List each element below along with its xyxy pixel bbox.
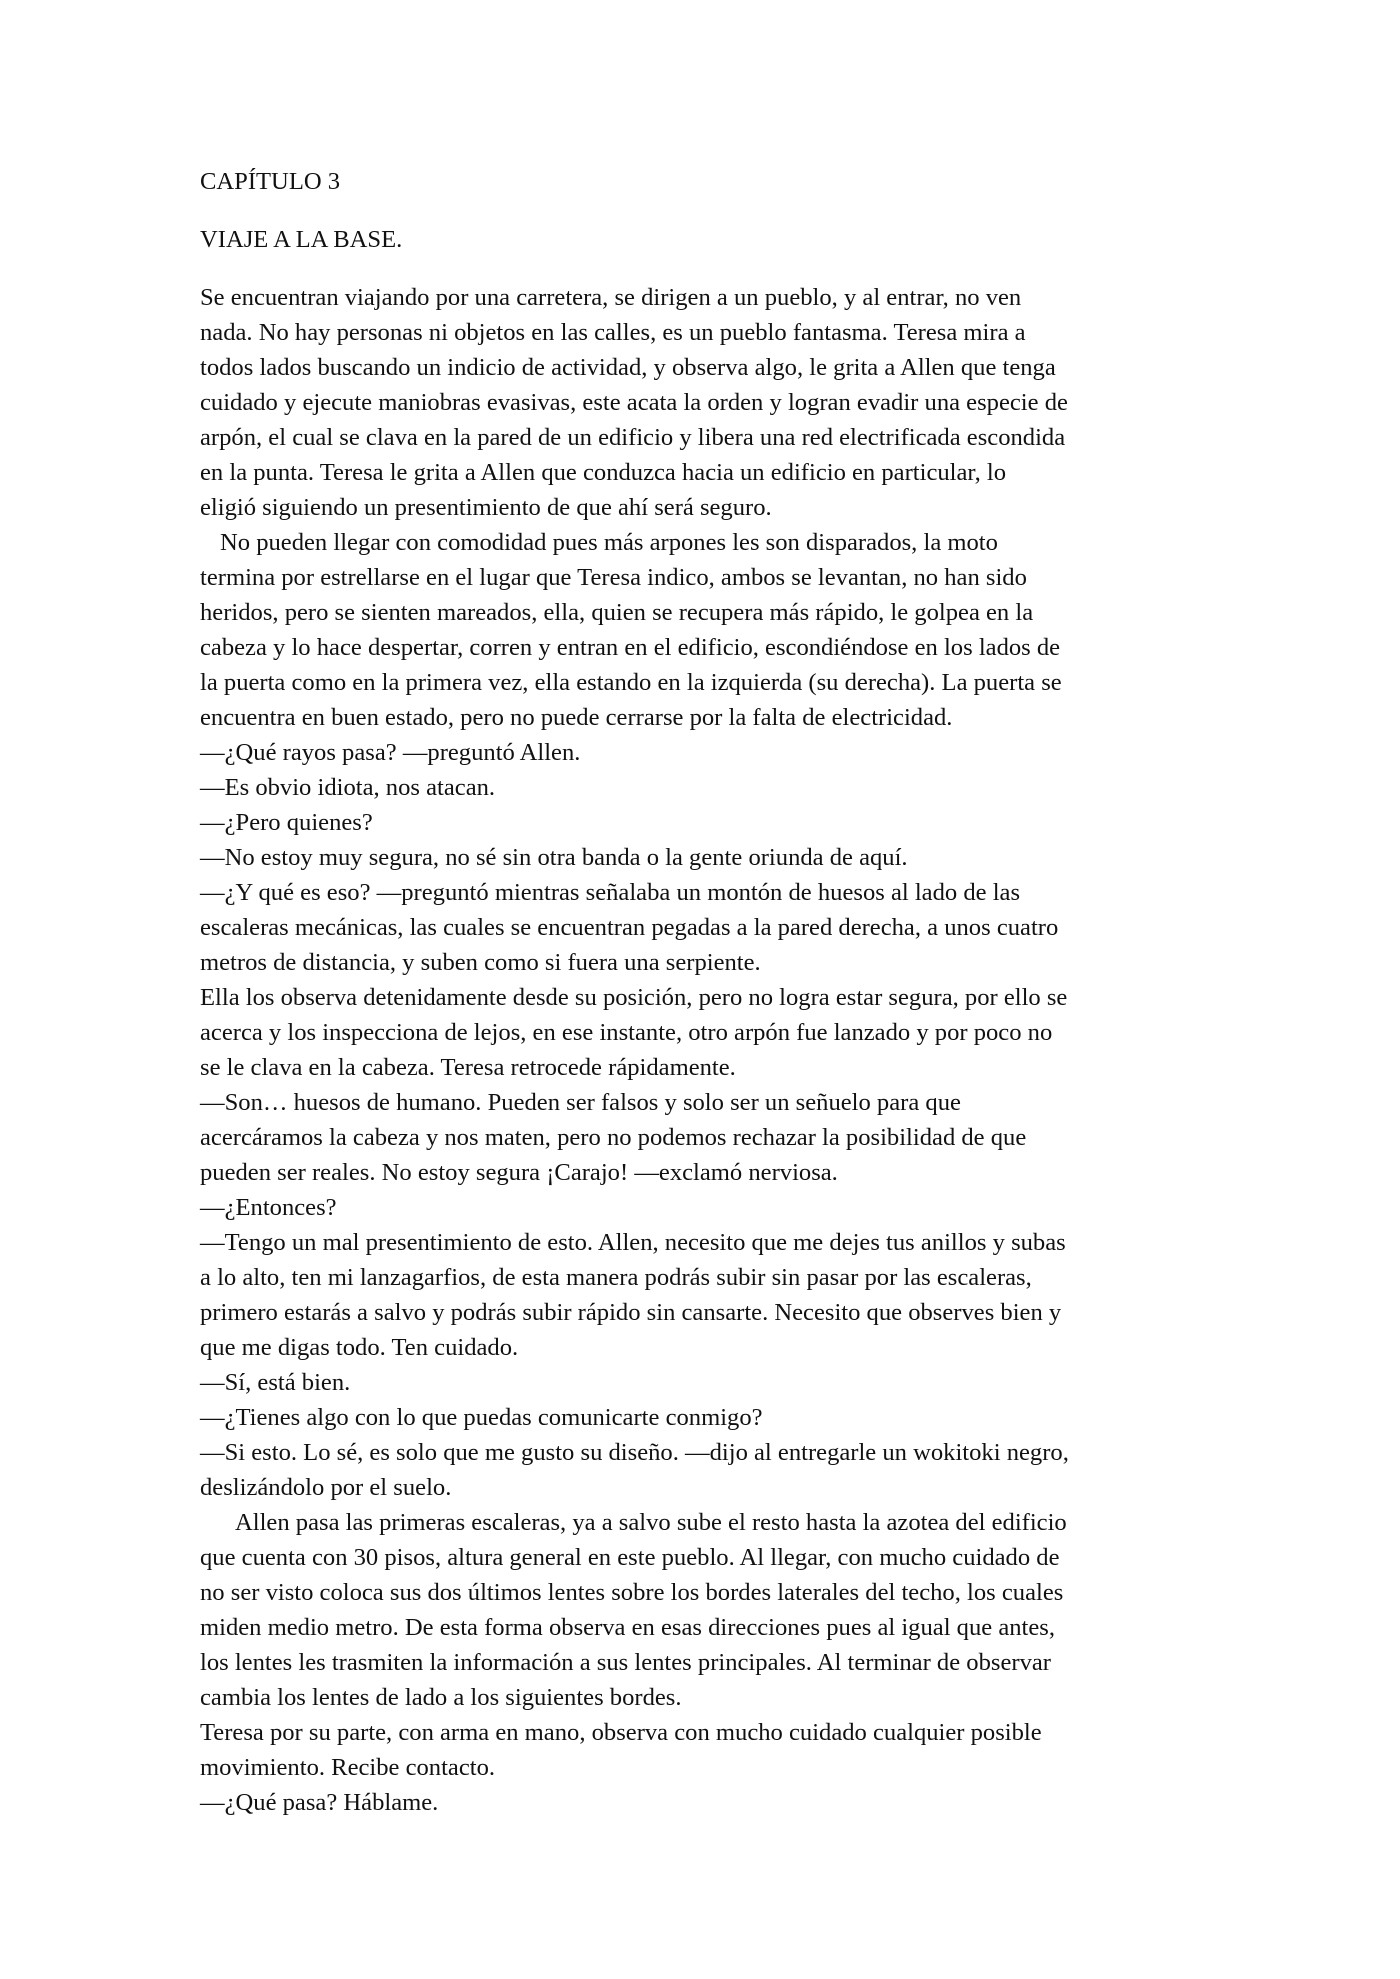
- text-line: —No estoy muy segura, no sé sin otra banda o la gente oriunda de aquí.: [200, 844, 908, 871]
- text-line: —¿Y qué es eso? —preguntó mientras señalaba un montón de huesos al lado de las: [200, 879, 1021, 906]
- paragraph: [200, 805, 1210, 840]
- paragraph: [200, 525, 1210, 735]
- text-line: pueden ser reales. No estoy segura ¡Carajo! —exclamó nerviosa.: [200, 1159, 838, 1186]
- paragraph: [200, 770, 1210, 805]
- text-line: la puerta como en la primera vez, ella estando en la izquierda (su derecha). La puerta se: [200, 669, 1062, 696]
- paragraph: [200, 735, 1210, 770]
- text-line: se le clava en la cabeza. Teresa retrocede rápidamente.: [200, 1054, 736, 1081]
- paragraph: [200, 280, 1210, 525]
- paragraph: [200, 1365, 1210, 1400]
- text-line: primero estarás a salvo y podrás subir rápido sin cansarte. Necesito que observes bien y: [200, 1299, 1062, 1326]
- paragraph: [200, 1225, 1210, 1365]
- paragraph: [200, 1435, 1210, 1505]
- text-line: arpón, el cual se clava en la pared de un edificio y libera una red electrificada escondida: [200, 424, 1066, 451]
- chapter-subtitle: VIAJE A LA BASE.: [200, 226, 403, 253]
- text-line: eligió siguiendo un presentimiento de que ahí será seguro.: [200, 494, 772, 521]
- text-line: —¿Qué pasa? Háblame.: [200, 1789, 439, 1816]
- text-line: nada. No hay personas ni objetos en las calles, es un pueblo fantasma. Teresa mira a: [200, 319, 1026, 346]
- text-line: —¿Entonces?: [200, 1194, 337, 1221]
- text-line: no ser visto coloca sus dos últimos lentes sobre los bordes laterales del techo, los cuales: [200, 1579, 1064, 1606]
- text-line: cambia los lentes de lado a los siguientes bordes.: [200, 1684, 682, 1711]
- text-line: en la punta. Teresa le grita a Allen que conduzca hacia un edificio en particular, lo: [200, 459, 1007, 486]
- text-line: que cuenta con 30 pisos, altura general en este pueblo. Al llegar, con mucho cuidado de: [200, 1544, 1060, 1571]
- text-line: cabeza y lo hace despertar, corren y entran en el edificio, escondiéndose en los lados de: [200, 634, 1061, 661]
- text-line: a lo alto, ten mi lanzagarfios, de esta manera podrás subir sin pasar por las escaleras,: [200, 1264, 1032, 1291]
- text-line: —Si esto. Lo sé, es solo que me gusto su diseño. —dijo al entregarle un wokitoki negro,: [200, 1439, 1069, 1466]
- text-line: todos lados buscando un indicio de actividad, y observa algo, le grita a Allen que tenga: [200, 354, 1056, 381]
- document-page: [200, 164, 1210, 1820]
- text-line: acerca y los inspecciona de lejos, en ese instante, otro arpón fue lanzado y por poco no: [200, 1019, 1053, 1046]
- text-line: termina por estrellarse en el lugar que Teresa indico, ambos se levantan, no han sido: [200, 564, 1027, 591]
- paragraph: [200, 875, 1210, 980]
- text-line: —¿Pero quienes?: [200, 809, 373, 836]
- text-line: movimiento. Recibe contacto.: [200, 1754, 496, 1781]
- text-line: heridos, pero se sienten mareados, ella, quien se recupera más rápido, le golpea en la: [200, 599, 1034, 626]
- document-body: [200, 280, 1210, 1820]
- paragraph: [200, 980, 1210, 1085]
- paragraph: [200, 840, 1210, 875]
- text-line: deslizándolo por el suelo.: [200, 1474, 452, 1501]
- paragraph: [200, 1085, 1210, 1190]
- text-line: encuentra en buen estado, pero no puede cerrarse por la falta de electricidad.: [200, 704, 953, 731]
- chapter-title: CAPÍTULO 3: [200, 168, 341, 195]
- text-line: Se encuentran viajando por una carretera, se dirigen a un pueblo, y al entrar, no ven: [200, 284, 1022, 311]
- text-line: los lentes les trasmiten la información a sus lentes principales. Al terminar de observar: [200, 1649, 1051, 1676]
- paragraph: [200, 1715, 1210, 1785]
- paragraph: [200, 1785, 1210, 1820]
- text-line: —Es obvio idiota, nos atacan.: [200, 774, 496, 801]
- text-line: metros de distancia, y suben como si fuera una serpiente.: [200, 949, 761, 976]
- text-line: escaleras mecánicas, las cuales se encuentran pegadas a la pared derecha, a unos cuatro: [200, 914, 1059, 941]
- paragraph: [200, 1505, 1210, 1715]
- text-line: Allen pasa las primeras escaleras, ya a salvo sube el resto hasta la azotea del edificio: [235, 1509, 1067, 1536]
- text-line: acercáramos la cabeza y nos maten, pero no podemos rechazar la posibilidad de que: [200, 1124, 1027, 1151]
- text-line: Teresa por su parte, con arma en mano, observa con mucho cuidado cualquier posible: [200, 1719, 1042, 1746]
- paragraph: [200, 1190, 1210, 1225]
- text-line: —Sí, está bien.: [200, 1369, 351, 1396]
- text-line: —¿Tienes algo con lo que puedas comunicarte conmigo?: [200, 1404, 763, 1431]
- text-line: —Son… huesos de humano. Pueden ser falsos y solo ser un señuelo para que: [200, 1089, 961, 1116]
- text-line: —¿Qué rayos pasa? —preguntó Allen.: [200, 739, 581, 766]
- text-line: que me digas todo. Ten cuidado.: [200, 1334, 519, 1361]
- paragraph: [200, 1400, 1210, 1435]
- text-line: cuidado y ejecute maniobras evasivas, este acata la orden y logran evadir una especie de: [200, 389, 1068, 416]
- text-line: Ella los observa detenidamente desde su posición, pero no logra estar segura, por ello se: [200, 984, 1068, 1011]
- text-line: —Tengo un mal presentimiento de esto. Allen, necesito que me dejes tus anillos y subas: [200, 1229, 1066, 1256]
- text-line: miden medio metro. De esta forma observa en esas direcciones pues al igual que antes,: [200, 1614, 1056, 1641]
- text-line: No pueden llegar con comodidad pues más arpones les son disparados, la moto: [220, 529, 998, 556]
